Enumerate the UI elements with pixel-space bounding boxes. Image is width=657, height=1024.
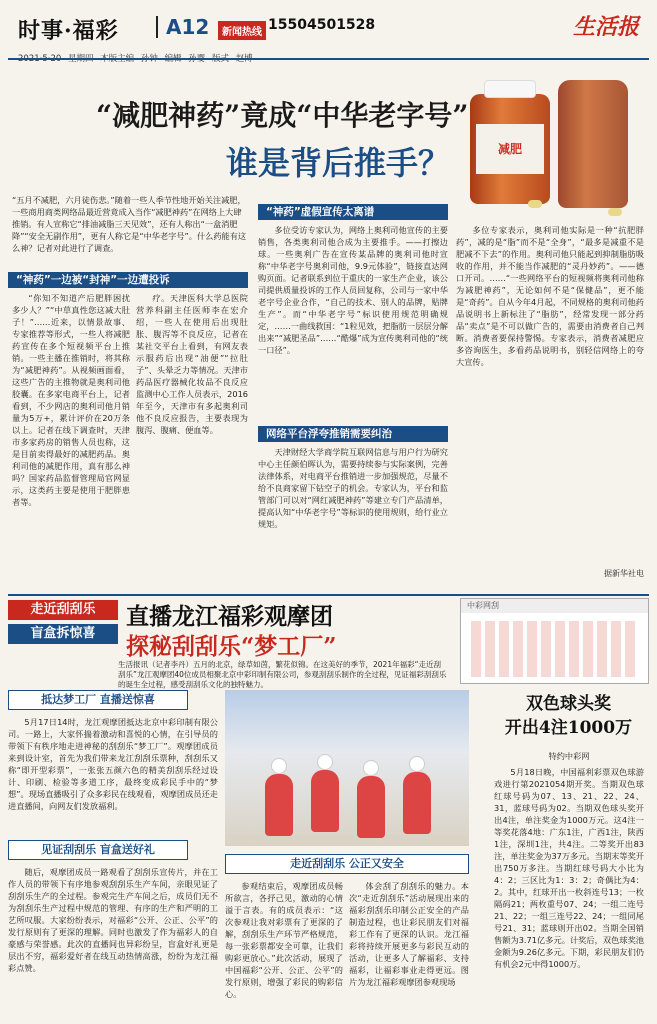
scratch-ticket-image	[460, 598, 649, 684]
banner-tag: 盲盒拆惊喜	[8, 624, 118, 644]
article-column: 随后，观摩团成员一路观看了刮刮乐宣传片，并在工作人员的带领下有序地参观刮刮乐生产车间，亲眼见证了刮刮乐生产的全过程。参观完生产车间之后，成员们无不为刮刮乐生产过程中规范的管理、有序的生产和严明的工艺所叹服。大家纷纷表示，对福彩“公开、公正、公平”的发行原则有了更深的理解。同时也激发了作为福彩人的自豪感与荣誉感。此次的直播间也异彩纷呈，盲盒好礼更是层出不穷，福彩爱好者在线互动热情高涨，纷纷为龙江福彩点赞。	[8, 867, 218, 973]
article-column: 体会刮了刮刮乐的魅力。本次“走近刮刮乐”活动展现出来的福彩刮刮乐印制公正安全的产品制造过程，也让彩民朋友们对福彩工作有了更深的认识。龙江福彩将持续开展更多与彩民互动的活动，让更多人了解福彩、支持福彩，让福彩事业走得更远。图片为龙江福彩观摩团参观现场	[349, 881, 469, 987]
article-column: 参观结束后，观摩团成员畅所欲言，各抒己见，激动的心情溢于言表。有的成员表示：“这次参观让我对彩票有了更深的了解，刮刮乐生产环节严格规范，每一张彩票都安全可靠，让我们购彩更放心。”此次活动，展现了中国福彩“公开、公正、公平”的发行原则，增强了彩民的购彩信心。	[225, 881, 343, 999]
article-byline: 据新华社电	[604, 569, 644, 578]
article-column: 疗。天津医科大学总医院营养科副主任医师李在宏介绍，一些人在使用后出现肚胀、腹泻等不良反应，记者在某社交平台上看到，有网友表示服药后出现“油便”“拉肚子”、头晕乏力等情况。天津市药品医疗器械化妆品不良反应监测中心工作人员表示，2016年至今，天津市有多起奥利司他不良反应报告，主要表现为腹泻、腹痛、便血等。	[136, 293, 248, 435]
subsection-heading: 见证刮刮乐 盲盒送好礼	[8, 840, 188, 860]
person-figure	[265, 774, 293, 836]
person-figure	[403, 772, 431, 834]
ticket-header: 中彩网刮	[461, 599, 648, 613]
article-subheadline: 谁是背后推手？	[226, 144, 451, 182]
article-lede: “五月不减肥，六月徒伤悲。”随着一些人季节性地开始关注减肥，一些商用商类网络品最近营竟成入当作“减肥神药”在网络上大肆推销。有人宣称它“排油减脂三天见效”，还有人称出“一盒消肥降”“安全无副作用”，更有人称它是“中华老字号”。什么药能有这么神？记者对此进行了调查。	[12, 195, 247, 253]
sidebar-body: 5月18日晚，中国福利彩票双色球游戏进行第2021054期开奖。当期双色球红球号码为07、13、21、22、24、31，蓝球号码为02。当期双色球头奖开出4注，单注奖金为1000万元。这4注一等奖花落4地：广东1注，广西1注，陕西1注，深圳1注，共4注。二等奖开出83注，单注奖金为37万多元。当期末等奖开出750万多注。当期红球号码大小比为4：2；三区比为1：3：2；奇偶比为4：2。其中，红球开出一枚斜连号13；一枚隔码21；两枚重号07、24；一组二连号21、22；一组三连号22、24；一组同尾号21、31；蓝球则开出02。当期全国销售额为3.71亿多元。计奖后，双色球奖池金额为9.26亿多元。下期，彩民朋友们仍有机会2元中得1000万。	[494, 767, 644, 969]
article-column: 多位受访专家认为，网络上奥利司他宣传的主要销售，各类奥利司他合成为主要推手。——打擦边球。一些奥利广告在宣传某品牌的奥利司他时宣称“中华老字号奥利司他，9.9元体验”，链接直达网购页面。记者联系到位于重庆的一家生产企业，该公司提供质量投诉的工作人员回复称，公司与一家中华老字号企业合作，“自己的技术、别人的品牌，贴牌生产”。而“中华老字号”标识使用规范明确规定，……一曲线救国：“1粒见效，把脂肪一层层分解出来”“减肥圣品”……“酷爆”成为宣传奥利司他的“统一口径”。	[258, 225, 448, 355]
person-figure	[311, 770, 339, 832]
sidebar-source: 特约中彩网	[548, 751, 590, 761]
pill-icon	[608, 208, 622, 216]
banner-headline: 直播龙江福彩观摩团	[126, 603, 333, 630]
article-column: “你知不知道产后肥胖困扰多少人？”“中草真性您这减大肚子！”……近来，以情景故事、专家推荐等形式，一些人将减肥药宣传在多个短视频平台上推销。一些主播在推销时，将其称为“减肥神药”。从视频画面看，这些广告的主推物就是奥利司他胶囊。在多家电商平台上，记者看到，不少网店的奥利司他月销量为5万+，累计评价在20万条以上。记者在线下调查时，天津市多家药房的销售人员也称，这是目前卖得最好的减肥药品。奥利司他的减肥作用，真有那么神吗？国家药品监督管理局官网显示，这类药主要是使用于肥胖患者等。	[12, 293, 130, 507]
bottle-cap	[484, 80, 536, 98]
newspaper-logo: 生活报	[572, 14, 639, 40]
hotline-phone: 15504501528	[268, 17, 376, 33]
banner-lede: 生活报讯（记者李丹）五月的北京，绿草如茵，繁花似锦。在这美好的季节，2021年福彩“走近刮刮乐”龙江观摩团40位成员相聚北京中彩印制有限公司，参观刮刮乐制作的全过程，见证福彩刮刮乐的诞生全过程，感受刮刮乐文化的独特魅力。	[118, 660, 447, 689]
subsection-heading: 走近刮刮乐 公正又安全	[225, 854, 469, 874]
section-heading: 网络平台浮夸推销需要纠治	[258, 426, 448, 442]
page-number: A12	[166, 15, 210, 39]
pill-bottle-image	[558, 80, 628, 208]
banner-tag: 走近刮刮乐	[8, 600, 118, 620]
article-column: 5月17日14时，龙江观摩团抵达北京中彩印制有限公司。一路上，大家怀揣着激动和喜悦的心情，在引导员的带领下有秩序地走进神秘的刮刮乐“梦工厂”。观摩团成员来到设计室，首先为我们带来龙江刮刮乐票种，刮刮乐又称“即开型彩票”，一张张五颜六色的精美刮刮乐经过设计、印刷、检验等多道工序，最终变成彩民手中的“梦想”。现场直播吸引了众多彩民在线观看，观摩团成员还走进直播间，向网友们发放福利。	[8, 717, 218, 811]
event-photo	[225, 690, 469, 846]
header-rule	[8, 58, 649, 60]
section-heading: “神药”一边被“封神”一边遭投诉	[8, 272, 248, 288]
lottery-banner	[8, 596, 649, 689]
article-column: 多位专家表示，奥利司他实际是一种“抗肥胖药”，减的是“脂”而不是“全身”，“最多是减重不是肥减不下去”的作用。奥利司他只能起到抑制脂肪吸收的作用，并不能当作减肥的“灵丹妙药”。——德口开司。……“一些网络平台的短视频将奥利司他称为减肥神药”，无论如何不是“保健品”，更不能是“奇药”。自从今年4月起，不同规格的奥利司他药品说明书上新标注了“脂肪”，经常发现一部分药品“卖点”是不可以做广告的，需要由消费者自己判断。消费者要保持警惕。专家表示，消费者减肥应多咨询医生，多看药品说明书，别轻信网络上的夸大宣传。	[456, 225, 644, 367]
top-article	[8, 76, 649, 594]
pill-icon	[528, 200, 542, 208]
bottle-label: 减肥	[476, 124, 544, 174]
bottom-section	[8, 690, 649, 1020]
section-heading: “神药”虚假宣传太离谱	[258, 204, 448, 220]
sidebar-headline: 双色球头奖 开出4注1000万	[504, 694, 633, 738]
section-title: 时事·福彩	[18, 18, 119, 44]
pill-bottle-image	[470, 94, 550, 204]
article-hero	[8, 76, 649, 196]
hotline-label: 新闻热线	[218, 21, 266, 40]
article-headline: “减肥神药”竟成“中华老字号”	[96, 99, 469, 132]
banner-subheadline: 探秘刮刮乐“梦工厂”	[126, 633, 337, 660]
article-column: 天津财经大学商学院互联网信息与用户行为研究中心主任颜伯晖认为，需要持续参与实际案例，完善法律体系，对电商平台推销进一步加强规范，尽量不给不良商家留下钻空子的机会。专家认为，平台和监管部门可以对“网红减肥神药”等建立专门产品清单，提高认知“中华老字号”等标识的使用规则，给行业立规矩。	[258, 447, 448, 529]
page-header	[8, 6, 649, 70]
ticket-grid	[471, 621, 639, 677]
person-figure	[357, 776, 385, 838]
header-divider	[156, 16, 158, 38]
subsection-heading: 抵达梦工厂 直播送惊喜	[8, 690, 188, 710]
